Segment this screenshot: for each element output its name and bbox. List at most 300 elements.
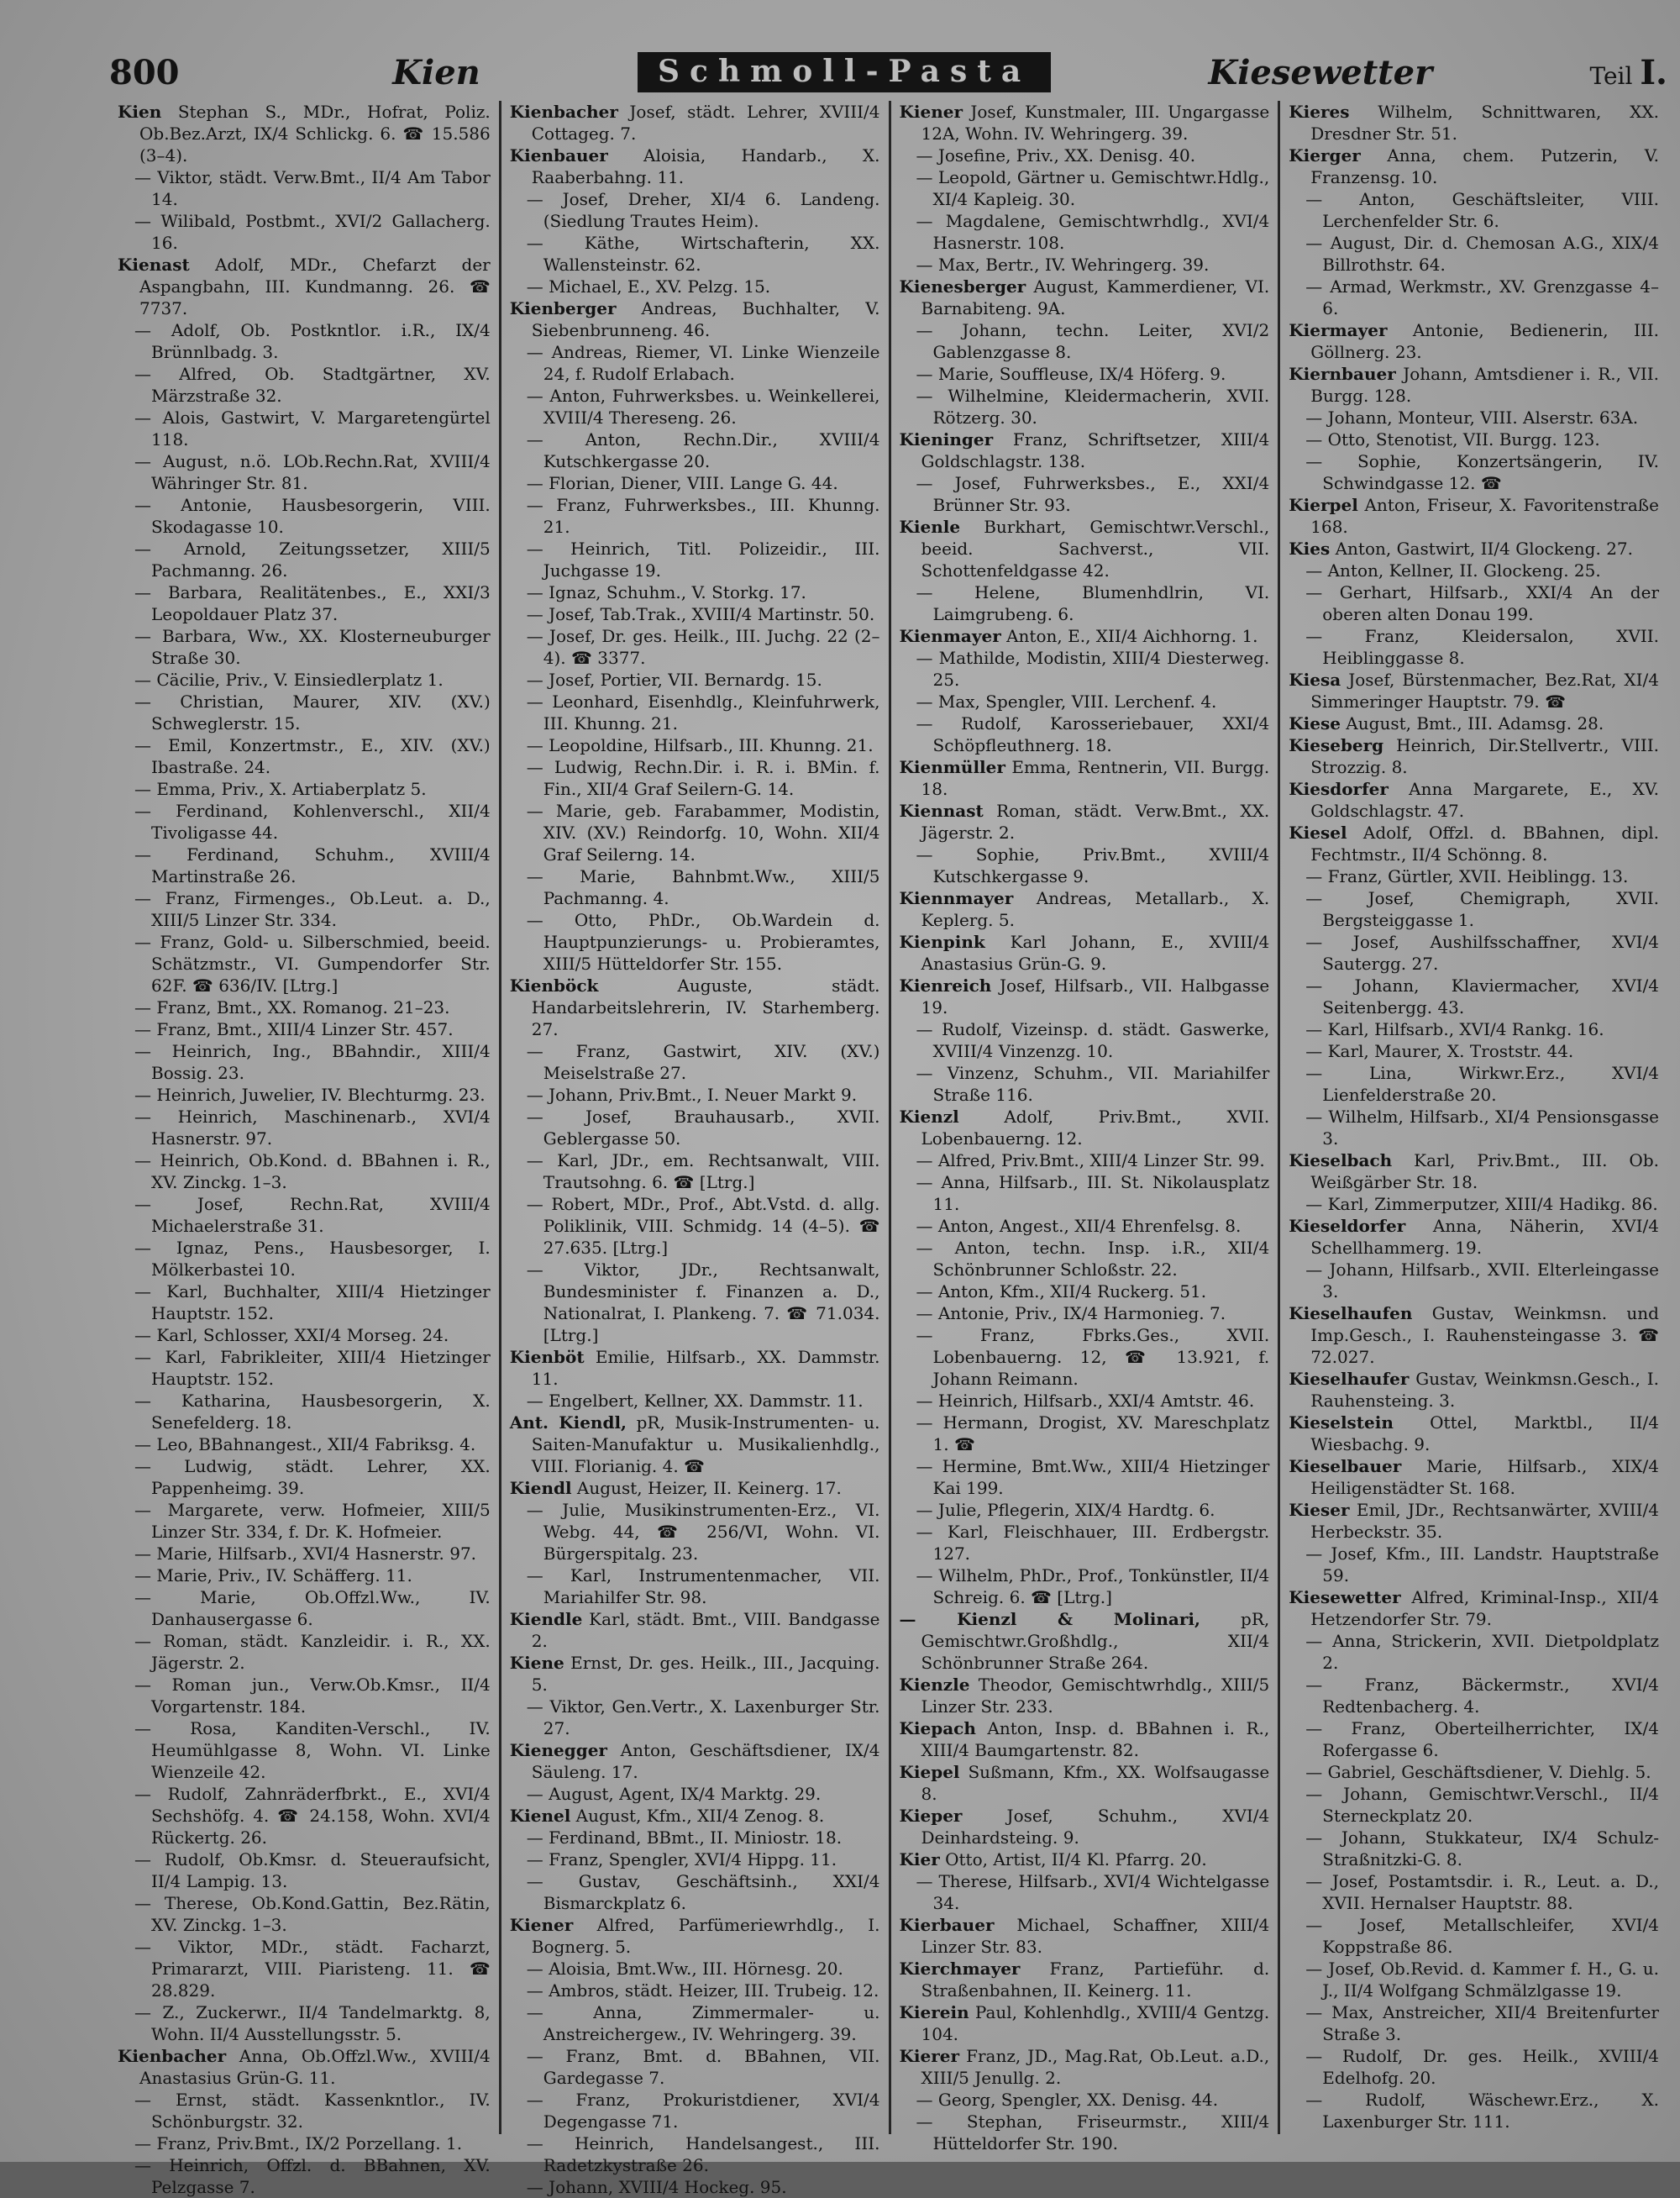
entry-text: — Franz, Bmt., XX. Romanog. 21–23. [134, 997, 450, 1017]
directory-entry [900, 1848, 1270, 1870]
entry-text: — Hermine, Bmt.Ww., XIII/4 Hietzinger Kai 199. [916, 1456, 1270, 1498]
header-banner: Schmoll-Pasta [638, 52, 1051, 92]
column-1 [109, 101, 499, 2197]
directory-sub-entry [510, 800, 880, 865]
entry-text: Karl, städt. Bmt., VIII. Bandgasse 2. [531, 1609, 880, 1651]
entry-surname: Kierer [899, 2046, 960, 2066]
entry-surname: Kieselhaufen [1289, 1303, 1413, 1323]
entry-text: — Josefine, Priv., XX. Denisg. 40. [916, 145, 1196, 166]
entry-surname: Kiermayer [1289, 320, 1388, 340]
entry-surname: Kiepach [899, 1718, 976, 1738]
entry-text: pR, Musik-Instrumenten- u. Saiten-Manufaktur u. Musikalienhdlg., VIII. Florianig. 4. ☎ [531, 1412, 880, 1476]
directory-sub-entry [1289, 2001, 1659, 2045]
directory-sub-entry [118, 691, 491, 734]
directory-sub-entry [118, 2001, 491, 2045]
entry-surname: Kienreich [899, 975, 992, 996]
entry-text: Ernst, Dr. ges. Heilk., III., Jacquing. 5. [531, 1653, 880, 1695]
entry-text: — Antonie, Hausbesorgerin, VIII. Skodagasse 10. [134, 495, 491, 537]
directory-sub-entry [900, 647, 1270, 691]
entry-text: — Therese, Ob.Kond.Gattin, Bez.Rätin, XV. Zinckg. 1–3. [134, 1893, 491, 1935]
directory-entry [1289, 1149, 1659, 1193]
directory-sub-entry [900, 210, 1270, 254]
entry-text: Emil, JDr., Rechtsanwärter, XVIII/4 Herbeckstr. 35. [1310, 1500, 1659, 1542]
entry-text: — Emil, Konzertmstr., E., XIV. (XV.) Ibastraße. 24. [134, 735, 491, 777]
entry-text: — Josef, Metallschleifer, XVI/4 Koppstraße 86. [1305, 1915, 1659, 1957]
directory-sub-entry [118, 363, 491, 407]
entry-surname: Kienzl [899, 1107, 959, 1127]
entry-text: Anton, Insp. d. BBahnen i. R., XIII/4 Baumgartenstr. 82. [921, 1718, 1270, 1760]
entry-text: — Otto, PhDr., Ob.Wardein d. Hauptpunzierungs- u. Probieramtes, XIII/5 Hütteldorfer Str. 155. [526, 910, 880, 974]
directory-entry [900, 625, 1270, 647]
entry-surname: Kienast [118, 255, 190, 275]
directory-sub-entry [510, 538, 880, 581]
directory-sub-entry [1289, 625, 1659, 669]
directory-sub-entry [118, 450, 491, 494]
directory-sub-entry [510, 1390, 880, 1412]
directory-entry [900, 1805, 1270, 1848]
entry-surname: Kiener [509, 1915, 574, 1935]
entry-surname: Kienzle [899, 1675, 970, 1695]
entry-surname: Kienle [899, 517, 961, 537]
entry-text: Josef, Hilfsarb., VII. Halbgasse 19. [921, 975, 1270, 1017]
directory-sub-entry [118, 1543, 491, 1564]
entry-text: — Franz, Bäckermstr., XVI/4 Redtenbacherg. 4. [1305, 1675, 1659, 1717]
directory-entry [900, 516, 1270, 581]
entry-text: Wilhelm, Schnittwaren, XX. Dresdner Str. 51. [1310, 102, 1659, 144]
entry-text: — Leo, BBahnangest., XII/4 Fabriksg. 4. [134, 1434, 476, 1454]
entry-text: — Katharina, Hausbesorgerin, X. Senefelderg. 18. [134, 1391, 491, 1433]
directory-sub-entry [1289, 1717, 1659, 1761]
entry-text: — Ferdinand, Schuhm., XVIII/4 Martinstraße 26. [134, 844, 491, 886]
entry-text: — Rudolf, Dr. ges. Heilk., XVIII/4 Edelhofg. 20. [1305, 2046, 1659, 2088]
directory-sub-entry [510, 429, 880, 472]
directory-sub-entry [1289, 1958, 1659, 2001]
directory-entry [510, 145, 880, 188]
entry-text: — Franz, Bmt. d. BBahnen, VII. Gardegasse 7. [526, 2046, 880, 2088]
entry-text: — Ferdinand, Kohlenverschl., XII/4 Tivoligasse 44. [134, 801, 491, 843]
entry-text: Johann, Amtsdiener i. R., VII. Burgg. 128. [1310, 364, 1659, 406]
entry-text: Adolf, Offzl. d. BBahnen, dipl. Fechtmstr., II/4 Schönng. 8. [1310, 823, 1659, 865]
entry-text: — Christian, Maurer, XIV. (XV.) Schweglerstr. 15. [134, 691, 491, 734]
directory-sub-entry [510, 734, 880, 756]
directory-entry [900, 800, 1270, 844]
entry-text: — Käthe, Wirtschafterin, XX. Wallensteinstr. 62. [526, 233, 880, 275]
entry-text: Emma, Rentnerin, VII. Burgg. 18. [921, 757, 1270, 799]
entry-text: — Wilhelm, Hilfsarb., XI/4 Pensionsgasse 3. [1305, 1107, 1659, 1149]
directory-sub-entry [118, 2132, 491, 2154]
entry-surname: Kiener [899, 102, 963, 122]
directory-sub-entry [1289, 1914, 1659, 1958]
entry-surname: Kiesel [1289, 823, 1347, 843]
entry-text: — August, Dir. d. Chemosan A.G., XIX/4 Billrothstr. 64. [1305, 233, 1659, 275]
entry-text: — Anton, Rechn.Dir., XVIII/4 Kutschkergasse 20. [526, 429, 880, 471]
directory-sub-entry [118, 1848, 491, 1892]
entry-text: — Max, Anstreicher, XII/4 Breitenfurter Straße 3. [1305, 2002, 1659, 2044]
directory-sub-entry [118, 538, 491, 581]
entry-text: — Karl, Schlosser, XXI/4 Morseg. 24. [134, 1325, 449, 1345]
entry-text: — Johann, XVIII/4 Hockeg. 95. [526, 2177, 787, 2197]
page-number: 800 [109, 52, 180, 92]
directory-entry [1289, 734, 1659, 778]
entry-text: Anna, Näherin, XVI/4 Schellhammerg. 19. [1310, 1216, 1659, 1258]
entry-text: — Anna, Strickerin, XVII. Dietpoldplatz 2. [1305, 1631, 1659, 1673]
entry-text: — Franz, Priv.Bmt., IX/2 Porzellang. 1. [134, 2133, 463, 2153]
directory-sub-entry [900, 363, 1270, 385]
directory-sub-entry [118, 2154, 491, 2198]
entry-text: — Karl, Fabrikleiter, XIII/4 Hietzinger Hauptstr. 152. [134, 1347, 491, 1389]
directory-sub-entry [900, 1324, 1270, 1390]
directory-sub-entry [118, 1433, 491, 1455]
entry-text: — Johann, Gemischtwr.Verschl., II/4 Sterneckplatz 20. [1305, 1784, 1659, 1826]
column-2 [499, 101, 889, 2197]
entry-text: — Anton, techn. Insp. i.R., XII/4 Schönbrunner Schloßstr. 22. [916, 1238, 1270, 1280]
directory-entry [510, 1739, 880, 1783]
entry-text: — Viktor, MDr., städt. Facharzt, Primararzt, VIII. Piaristeng. 11. ☎ 28.829. [134, 1937, 491, 2001]
entry-text: — Cäcilie, Priv., V. Einsiedlerplatz 1. [134, 670, 444, 690]
entry-text: — Arnold, Zeitungssetzer, XIII/5 Pachmanng. 26. [134, 539, 491, 581]
entry-text: — Ferdinand, BBmt., II. Miniostr. 18. [526, 1827, 843, 1848]
directory-sub-entry [900, 1302, 1270, 1324]
header-right-word: Kiesewetter [1208, 52, 1433, 92]
entry-surname: Kienmayer [899, 626, 1001, 646]
entry-text: Adolf, Priv.Bmt., XVII. Lobenbauerng. 12. [921, 1107, 1270, 1149]
directory-entry [1289, 669, 1659, 713]
entry-text: Burkhart, Gemischtwr.Verschl., beeid. Sachverst., VII. Schottenfeldgasse 42. [921, 517, 1270, 581]
entry-text: — Roman, städt. Kanzleidir. i. R., XX. Jägerstr. 2. [134, 1631, 491, 1673]
entry-text: Anna, Ob.Offzl.Ww., XVIII/4 Anastasius Grün-G. 11. [139, 2046, 491, 2088]
directory-sub-entry [118, 1499, 491, 1543]
entry-text: — Josef, Postamtsdir. i. R., Leut. a. D., XVII. Hernalser Hauptstr. 88. [1305, 1871, 1659, 1913]
entry-text: — Karl, JDr., em. Rechtsanwalt, VIII. Trautsohng. 6. ☎ [Ltrg.] [526, 1150, 880, 1192]
directory-sub-entry [118, 1084, 491, 1106]
directory-sub-entry [510, 756, 880, 800]
directory-sub-entry [510, 909, 880, 975]
entry-text: — Josef, Dreher, XI/4 6. Landeng. (Siedlung Trautes Heim). [526, 189, 880, 231]
entry-text: — Anton, Kellner, II. Glockeng. 25. [1305, 560, 1601, 581]
directory-sub-entry [1289, 1259, 1659, 1302]
entry-text: — Johann, Priv.Bmt., I. Neuer Markt 9. [526, 1085, 858, 1105]
entry-text: — Otto, Stenotist, VII. Burgg. 123. [1305, 429, 1600, 450]
directory-entry [900, 931, 1270, 975]
entry-text: — Julie, Musikinstrumenten-Erz., VI. Webg. 44, ☎ 256/VI, Wohn. VI. Bürgerspitalg. 23. [526, 1500, 880, 1564]
entry-text: — Franz, Oberteilherrichter, IX/4 Rofergasse 6. [1305, 1718, 1659, 1760]
directory-sub-entry [118, 319, 491, 363]
directory-entry [900, 887, 1270, 931]
directory-sub-entry [510, 1958, 880, 1980]
directory-sub-entry [1289, 1827, 1659, 1870]
directory-sub-entry [118, 1630, 491, 1674]
entry-surname: Kienbauer [509, 145, 608, 166]
entry-surname: Kienberger [509, 298, 617, 318]
entry-text: — Josef, Fuhrwerksbes., E., XXI/4 Brünner Str. 93. [916, 473, 1270, 515]
entry-text: — Josef, Chemigraph, XVII. Bergsteiggasse 1. [1305, 888, 1659, 930]
directory-sub-entry [510, 865, 880, 909]
entry-surname: Kiendl [509, 1478, 572, 1498]
directory-sub-entry [118, 1892, 491, 1936]
directory-sub-entry [1289, 1543, 1659, 1586]
directory-sub-entry [118, 494, 491, 538]
entry-text: — Karl, Maurer, X. Troststr. 44. [1305, 1041, 1574, 1061]
entry-text: — Rudolf, Zahnräderfbrkt., E., XVI/4 Sechshöfg. 4. ☎ 24.158, Wohn. XVI/4 Rückertg. 26. [134, 1784, 491, 1848]
directory-entry [1289, 145, 1659, 188]
entry-text: — Emma, Priv., X. Artiaberplatz 5. [134, 779, 427, 799]
entry-text: August, Heizer, II. Keinerg. 17. [571, 1478, 842, 1498]
directory-sub-entry [510, 1084, 880, 1106]
directory-sub-entry [1289, 1018, 1659, 1040]
entry-text: — Wilhelm, PhDr., Prof., Tonkünstler, II/4 Schreig. 6. ☎ [Ltrg.] [916, 1565, 1270, 1607]
directory-sub-entry [1289, 450, 1659, 494]
entry-text: — Gerhart, Hilfsarb., XXI/4 An der oberen alten Donau 199. [1305, 582, 1659, 624]
entry-text: — Alois, Gastwirt, V. Margaretengürtel 118. [134, 408, 491, 450]
directory-sub-entry [900, 1499, 1270, 1521]
entry-text: — Magdalene, Gemischtwrhdlg., XVI/4 Hasnerstr. 108. [916, 211, 1270, 253]
entry-text: — Heinrich, Juwelier, IV. Blechturmg. 23. [134, 1085, 486, 1105]
entry-text: Josef, Kunstmaler, III. Ungargasse 12A, Wohn. IV. Wehringerg. 39. [921, 102, 1270, 144]
directory-sub-entry [118, 1324, 491, 1346]
entry-text: Andreas, Buchhalter, V. Siebenbrunneng. 46. [531, 298, 880, 340]
directory-sub-entry [510, 341, 880, 385]
entry-text: — Sophie, Priv.Bmt., XVIII/4 Kutschkergasse 9. [916, 844, 1270, 886]
directory-sub-entry [510, 1040, 880, 1084]
directory-entry [510, 1805, 880, 1827]
entry-text: — Anton, Fuhrwerksbes. u. Weinkellerei, XVIII/4 Thereseng. 26. [526, 386, 880, 428]
entry-text: — Wilibald, Postbmt., XVI/2 Gallacherg. 16. [134, 211, 491, 253]
entry-text: Anton, Gastwirt, II/4 Glockeng. 27. [1330, 539, 1633, 559]
directory-entry [510, 1346, 880, 1390]
entry-text: — Rudolf, Vizeinsp. d. städt. Gaswerke, XVIII/4 Vinzenzg. 10. [916, 1019, 1270, 1061]
entry-text: — Anton, Geschäftsleiter, VIII. Lerchenfelder Str. 6. [1305, 189, 1659, 231]
directory-entry [1289, 1455, 1659, 1499]
directory-sub-entry [1289, 931, 1659, 975]
entry-text: Heinrich, Dir.Stellvertr., VIII. Strozzig. 8. [1310, 735, 1659, 777]
entry-text: — Ambros, städt. Heizer, III. Trubeig. 12. [526, 1980, 879, 2001]
entry-surname: Kiennmayer [899, 888, 1014, 908]
entry-text: — Vinzenz, Schuhm., VII. Mariahilfer Straße 116. [916, 1063, 1270, 1105]
directory-sub-entry [118, 887, 491, 931]
entry-text: — Gabriel, Geschäftsdiener, V. Diehlg. 5. [1305, 1762, 1651, 1782]
entry-text: Marie, Hilfsarb., XIX/4 Heiligenstädter St. 168. [1310, 1456, 1659, 1498]
entry-surname: Kiennast [899, 801, 984, 821]
directory-sub-entry [1289, 1106, 1659, 1149]
entry-text: — Josef, Kfm., III. Landstr. Hauptstraße 59. [1305, 1543, 1659, 1585]
directory-entry [510, 101, 880, 145]
directory-sub-entry [900, 1390, 1270, 1412]
directory-entry [510, 975, 880, 1040]
entry-text: — Max, Bertr., IV. Wehringerg. 39. [916, 255, 1210, 275]
directory-entry [1289, 494, 1659, 538]
entry-text: Anna Margarete, E., XV. Goldschlagstr. 47. [1310, 779, 1659, 821]
entry-text: — Franz, Firmenges., Ob.Leut. a. D., XIII/5 Linzer Str. 334. [134, 888, 491, 930]
entry-text: — Engelbert, Kellner, XX. Dammstr. 11. [526, 1391, 864, 1411]
entry-surname: Kiesewetter [1289, 1587, 1401, 1607]
directory-sub-entry [118, 2089, 491, 2132]
entry-text: — Wilhelmine, Kleidermacherin, XVII. Rötzerg. 30. [916, 386, 1270, 428]
directory-sub-entry [1289, 865, 1659, 887]
directory-entry [900, 276, 1270, 319]
directory-sub-entry [1289, 188, 1659, 232]
directory-sub-entry [510, 2132, 880, 2176]
entry-text: — Anna, Hilfsarb., III. St. Nikolausplatz 11. [916, 1172, 1270, 1214]
directory-entry [900, 975, 1270, 1018]
entry-text: — Marie, Priv., IV. Schäfferg. 11. [134, 1565, 412, 1585]
entry-text: Josef, Bürstenmacher, Bez.Rat, XI/4 Simmeringer Hauptstr. 79. ☎ [1310, 670, 1659, 712]
directory-sub-entry [1289, 581, 1659, 625]
directory-entry [900, 756, 1270, 800]
entry-text: Anton, E., XII/4 Aichhorng. 1. [1000, 626, 1258, 646]
entry-text: Otto, Artist, II/4 Kl. Pfarrg. 20. [939, 1849, 1207, 1869]
entry-surname: Kieper [899, 1806, 963, 1826]
directory-sub-entry [1289, 1193, 1659, 1215]
directory-entry [510, 1477, 880, 1499]
entry-text: August, Bmt., III. Adamsg. 28. [1340, 713, 1604, 734]
entry-surname: Kierpel [1289, 495, 1358, 515]
directory-sub-entry [510, 494, 880, 538]
directory-sub-entry [510, 691, 880, 734]
entry-text: Alfred, Kriminal-Insp., XII/4 Hetzendorfer Str. 79. [1310, 1587, 1659, 1629]
directory-entry [900, 1608, 1270, 1674]
entry-text: — Hermann, Drogist, XV. Mareschplatz 1. ☎ [916, 1412, 1270, 1454]
directory-sub-entry [900, 385, 1270, 429]
entry-text: — Marie, geb. Farabammer, Modistin, XIV. (XV.) Reindorfg. 10, Wohn. XII/4 Graf Seilerng. 14. [526, 801, 880, 865]
entry-surname: Kieninger [899, 429, 994, 450]
directory-sub-entry [510, 1783, 880, 1805]
directory-sub-entry [510, 1870, 880, 1914]
directory-sub-entry [900, 1564, 1270, 1608]
entry-text: Antonie, Bedienerin, III. Göllnerg. 23. [1310, 320, 1659, 362]
directory-sub-entry [510, 188, 880, 232]
directory-sub-entry [118, 1674, 491, 1717]
directory-columns [109, 101, 1667, 2197]
directory-entry [900, 1674, 1270, 1717]
directory-sub-entry [900, 1870, 1270, 1914]
entry-text: — Ignaz, Pens., Hausbesorger, I. Mölkerbastei 10. [134, 1238, 491, 1280]
entry-surname: Kienesberger [899, 276, 1026, 297]
directory-sub-entry [510, 232, 880, 276]
entry-text: — Johann, Monteur, VIII. Alserstr. 63A. [1305, 408, 1639, 428]
directory-entry [900, 1106, 1270, 1149]
entry-text: — Marie, Ob.Offzl.Ww., IV. Danhausergasse 6. [134, 1587, 491, 1629]
directory-sub-entry [510, 472, 880, 494]
entry-text: — Rudolf, Ob.Kmsr. d. Steueraufsicht, II/4 Lampig. 13. [134, 1849, 491, 1891]
directory-entry [1289, 778, 1659, 822]
entry-text: — Helene, Blumenhdlrin, VI. Laimgrubeng. 6. [916, 582, 1270, 624]
entry-surname: Kienmüller [899, 757, 1005, 777]
directory-entry [510, 1608, 880, 1652]
directory-sub-entry [118, 1455, 491, 1499]
entry-surname: Kiernbauer [1289, 364, 1396, 384]
directory-sub-entry [1289, 407, 1659, 429]
entry-text: Franz, Partieführ. d. Straßenbahnen, II. Keinerg. 11. [921, 1959, 1270, 2001]
entry-surname: Kieseldorfer [1289, 1216, 1406, 1236]
directory-entry [1289, 101, 1659, 145]
directory-entry [1289, 538, 1659, 560]
entry-text: — Viktor, JDr., Rechtsanwalt, Bundesminister f. Finanzen a. D., Nationalrat, I. Plankeng. 7. ☎ 71.034. [Ltrg.] [526, 1259, 880, 1345]
entry-surname: Kier [899, 1849, 940, 1869]
directory-sub-entry [1289, 1040, 1659, 1062]
directory-sub-entry [1289, 560, 1659, 581]
entry-text: — Georg, Spengler, XX. Denisg. 44. [916, 2090, 1219, 2110]
directory-entry [118, 101, 491, 166]
entry-text: Josef, Schuhm., XVI/4 Deinhardsteing. 9. [921, 1806, 1270, 1848]
directory-sub-entry [1289, 429, 1659, 450]
directory-sub-entry [510, 1848, 880, 1870]
entry-text: — Alfred, Ob. Stadtgärtner, XV. Märzstraße 32. [134, 364, 491, 406]
entry-text: — August, n.ö. LOb.Rechn.Rat, XVIII/4 Währinger Str. 81. [134, 451, 491, 493]
directory-sub-entry [510, 1149, 880, 1193]
directory-sub-entry [1289, 887, 1659, 931]
entry-text: — Viktor, städt. Verw.Bmt., II/4 Am Tabor 14. [134, 167, 491, 209]
entry-text: — Josef, Rechn.Rat, XVIII/4 Michaelerstraße 31. [134, 1194, 491, 1236]
entry-surname: Kies [1289, 539, 1331, 559]
directory-entry [1289, 319, 1659, 363]
entry-text: — Josef, Tab.Trak., XVIII/4 Martinstr. 50. [526, 604, 875, 624]
entry-text: — Franz, Bmt., XIII/4 Linzer Str. 457. [134, 1019, 454, 1039]
entry-surname: Kieselbach [1289, 1150, 1393, 1170]
directory-sub-entry [1289, 1630, 1659, 1674]
entry-text: — Anna, Zimmermaler- u. Anstreichergew., IV. Wehringerg. 39. [526, 2002, 880, 2044]
page-header [109, 49, 1667, 96]
directory-entry [1289, 1302, 1659, 1368]
entry-text: — Viktor, Gen.Vertr., X. Laxenburger Str. 27. [526, 1696, 880, 1738]
directory-entry [510, 1412, 880, 1477]
entry-text: — Josef, Portier, VII. Bernardg. 15. [526, 670, 822, 690]
directory-sub-entry [118, 734, 491, 778]
directory-sub-entry [1289, 276, 1659, 319]
entry-text: — Ignaz, Schuhm., V. Storkg. 17. [526, 582, 806, 602]
entry-text: — Karl, Fleischhauer, III. Erdbergstr. 127. [916, 1522, 1270, 1564]
entry-text: — Max, Spengler, VIII. Lerchenf. 4. [916, 691, 1217, 712]
directory-sub-entry [900, 1237, 1270, 1280]
entry-text: — Josef, Ob.Revid. d. Kammer f. H., G. u. J., II/4 Wolfgang Schmälzlgasse 19. [1305, 1959, 1659, 2001]
directory-sub-entry [1289, 1870, 1659, 1914]
entry-text: — Marie, Souffleuse, IX/4 Höferg. 9. [916, 364, 1226, 384]
directory-sub-entry [900, 1280, 1270, 1302]
directory-entry [118, 254, 491, 319]
entry-text: Josef, städt. Lehrer, XVIII/4 Cottageg. 7. [531, 102, 880, 144]
entry-text: — Franz, Spengler, XVI/4 Hippg. 11. [526, 1849, 837, 1869]
entry-text: — Florian, Diener, VIII. Lange G. 44. [526, 473, 838, 493]
directory-entry [1289, 1368, 1659, 1412]
entry-text: — Armad, Werkmstr., XV. Grenzgasse 4–6. [1305, 276, 1659, 318]
directory-sub-entry [900, 581, 1270, 625]
directory-sub-entry [900, 472, 1270, 516]
directory-entry [1289, 1586, 1659, 1630]
directory-entry [510, 1914, 880, 1958]
directory-sub-entry [118, 669, 491, 691]
entry-text: — Roman jun., Verw.Ob.Kmsr., II/4 Vorgartenstr. 184. [134, 1675, 491, 1717]
directory-sub-entry [118, 778, 491, 800]
entry-text: — Franz, Fuhrwerksbes., III. Khunng. 21. [526, 495, 880, 537]
entry-text: Ottel, Marktbl., II/4 Wiesbachg. 9. [1310, 1412, 1659, 1454]
entry-surname: Kienböt [509, 1347, 585, 1367]
directory-sub-entry [118, 1237, 491, 1280]
entry-text: — Ludwig, städt. Lehrer, XX. Pappenheimg. 39. [134, 1456, 491, 1498]
entry-text: — Franz, Gold- u. Silberschmied, beeid. Schätzmstr., VI. Gumpendorfer Str. 62F. ☎ 636/IV. [Ltrg.] [134, 932, 491, 996]
entry-surname: Kienbacher [118, 2046, 227, 2066]
directory-sub-entry [900, 691, 1270, 713]
entry-text: — Karl, Zimmerputzer, XIII/4 Hadikg. 86. [1305, 1194, 1658, 1214]
entry-surname: Kieres [1289, 102, 1350, 122]
entry-surname: Kieselhaufer [1289, 1369, 1410, 1389]
entry-text: August, Kammerdiener, VI. Barnabiteng. 9A. [921, 276, 1270, 318]
entry-text: — Adolf, Ob. Postkntlor. i.R., IX/4 Brünnlbadg. 3. [134, 320, 491, 362]
entry-text: — Karl, Instrumentenmacher, VII. Mariahilfer Str. 98. [526, 1565, 880, 1607]
entry-text: Auguste, städt. Handarbeitslehrerin, IV. Starhemberg. 27. [531, 975, 880, 1039]
directory-sub-entry [1289, 1783, 1659, 1827]
entry-surname: Kieselstein [1289, 1412, 1394, 1433]
entry-text: Adolf, MDr., Chefarzt der Aspangbahn, III. Kundmanng. 26. ☎ 7737. [139, 255, 491, 318]
entry-text: — Marie, Bahnbmt.Ww., XIII/5 Pachmanng. 4. [526, 866, 880, 908]
